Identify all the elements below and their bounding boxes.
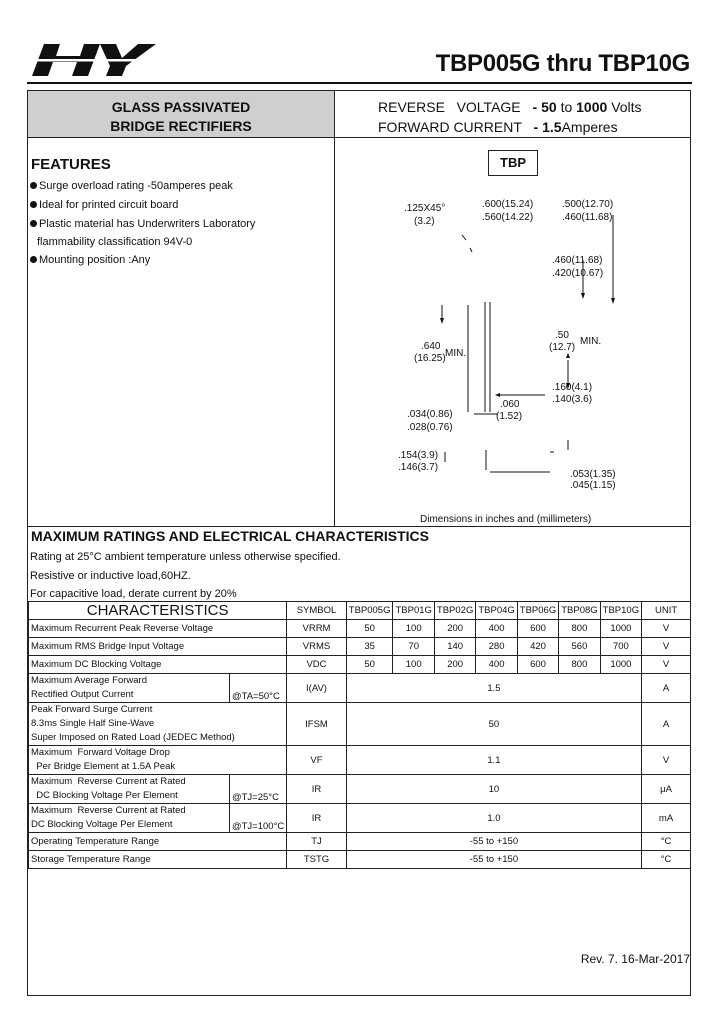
company-logo — [30, 42, 160, 78]
document-title: TBP005G thru TBP10G — [435, 50, 690, 77]
table-row: Maximum RMS Bridge Input Voltage VRMS 35 70 140 280 420 560 700 V — [29, 638, 691, 656]
column-divider — [334, 91, 335, 527]
reverse-voltage-label: REVERSE VOLTAGE — [378, 99, 521, 115]
ratings-title: MAXIMUM RATINGS AND ELECTRICAL CHARACTERISTICS — [31, 528, 429, 544]
forward-current-value: 1.5 — [542, 119, 562, 135]
dimensions-caption: Dimensions in inches and (millimeters) — [420, 514, 592, 525]
table-row: Maximum DC Blocking Voltage VDC 50 100 200 400 600 800 1000 V — [29, 656, 691, 674]
part-header: TBP06G — [517, 602, 558, 620]
chamfer-mark — [470, 248, 472, 252]
bullet-icon — [30, 201, 37, 208]
dim-tab-max: .053(1.35) — [570, 469, 616, 480]
dim-lead-length-mm: (16.25) — [414, 353, 446, 364]
features-title: FEATURES — [31, 156, 111, 173]
dim-gap-in: .060 — [500, 399, 520, 410]
product-type-line1: GLASS PASSIVATED — [111, 99, 251, 115]
part-header: TBP01G — [393, 602, 434, 620]
dim-lead-width-max: .034(0.86) — [407, 409, 453, 420]
table-header-row — [29, 602, 691, 620]
dim-pitch-min: .140(3.6) — [552, 394, 593, 405]
section-divider — [28, 526, 691, 527]
reverse-voltage-min: 50 — [541, 99, 557, 115]
reverse-voltage-dash: - — [532, 99, 538, 115]
feature-item: Plastic material has Underwriters Laboratory — [30, 218, 255, 230]
dim-lead-min-in: .50 — [555, 330, 569, 341]
table-row: Maximum Reverse Current at Rated DC Blocking Voltage Per Element @TJ=25°C IR 10 μA — [29, 775, 691, 804]
dim-gap-mm: (1.52) — [496, 411, 523, 422]
table-row: Storage Temperature Range TSTG -55 to +150 °C — [29, 851, 691, 869]
dim-lead-min-note: MIN. — [580, 336, 602, 347]
rating-note: For capacitive load, derate current by 20% — [30, 588, 237, 600]
rating-note: Resistive or inductive load,60HZ. — [30, 570, 191, 582]
part-header: TBP02G — [434, 602, 475, 620]
dim-lead-width-min: .028(0.76) — [407, 422, 453, 433]
rating-note: Rating at 25°C ambient temperature unless otherwise specified. — [30, 551, 341, 563]
forward-current-dash: - — [533, 119, 539, 135]
header-rule — [27, 82, 692, 84]
feature-item: Ideal for printed circuit board — [30, 199, 178, 211]
feature-item: Surge overload rating -50amperes peak — [30, 180, 233, 192]
dim-side-max: .500(12.70) — [562, 199, 614, 210]
product-type — [28, 98, 334, 136]
product-type-line2: BRIDGE RECTIFIERS — [110, 118, 252, 134]
table-row: Maximum Forward Voltage Drop Per Bridge Element at 1.5A Peak VF 1.1 V — [29, 746, 691, 775]
part-header: TBP08G — [559, 602, 600, 620]
part-header: TBP005G — [346, 602, 393, 620]
table-row: Maximum Average Forward Rectified Output Current @TA=50°C I(AV) 1.5 A — [29, 674, 691, 703]
chamfer-mark — [462, 235, 466, 240]
table-row: Maximum Reverse Current at Rated DC Blocking Voltage Per Element @TJ=100°C IR 1.0 mA — [29, 804, 691, 833]
reverse-voltage-to: to — [560, 99, 573, 115]
feature-continuation: flammability classification 94V-0 — [37, 236, 193, 248]
dim-thickness-max: .154(3.9) — [398, 450, 439, 461]
dim-thickness-min: .146(3.7) — [398, 462, 439, 473]
dim-lead-length-in: .640 — [421, 341, 441, 352]
dim-lead-min-mm: (12.7) — [549, 342, 576, 353]
dim-pitch-max: .160(4.1) — [552, 382, 593, 393]
symbol-header: SYMBOL — [287, 602, 347, 620]
reverse-voltage-max: 1000 — [576, 99, 608, 115]
ratings-table — [28, 601, 691, 869]
forward-current-unit: Amperes — [561, 119, 618, 135]
reverse-voltage-unit: Volts — [611, 99, 642, 115]
table-row: Operating Temperature Range TJ -55 to +150 °C — [29, 833, 691, 851]
bullet-icon — [30, 182, 37, 189]
dim-height-max: .460(11.68) — [552, 255, 603, 266]
table-row: Peak Forward Surge Current 8.3ms Single Half Sine-Wave Super Imposed on Rated Load (JEDEC Method) IFSM 50 A — [29, 703, 691, 746]
dim-side-min: .460(11.68) — [562, 212, 613, 223]
feature-item: Mounting position :Any — [30, 254, 150, 266]
unit-header: UNIT — [642, 602, 691, 620]
reverse-voltage-spec — [378, 99, 642, 115]
dim-lead-length-note: MIN. — [445, 348, 467, 359]
dim-height-min: .420(10.67) — [552, 268, 604, 279]
revision-label: Rev. 7. 16-Mar-2017 — [580, 952, 690, 966]
forward-current-spec — [378, 119, 618, 135]
forward-current-label: FORWARD CURRENT — [378, 119, 522, 135]
header-divider — [28, 137, 691, 138]
table-row: Maximum Recurrent Peak Reverse Voltage VRRM 50 100 200 400 600 800 1000 V — [29, 620, 691, 638]
dim-chamfer-in: .125X45° — [404, 203, 446, 214]
dim-width-max: .600(15.24) — [482, 199, 534, 210]
part-header: TBP04G — [476, 602, 517, 620]
dim-tab-min: .045(1.15) — [570, 480, 616, 491]
characteristics-header: CHARACTERISTICS — [29, 602, 287, 620]
bullet-icon — [30, 220, 37, 227]
package-name: TBP — [488, 150, 538, 176]
bullet-icon — [30, 256, 37, 263]
dim-width-min: .560(14.22) — [482, 212, 534, 223]
part-header: TBP10G — [600, 602, 641, 620]
dim-chamfer-mm: (3.2) — [414, 216, 435, 227]
